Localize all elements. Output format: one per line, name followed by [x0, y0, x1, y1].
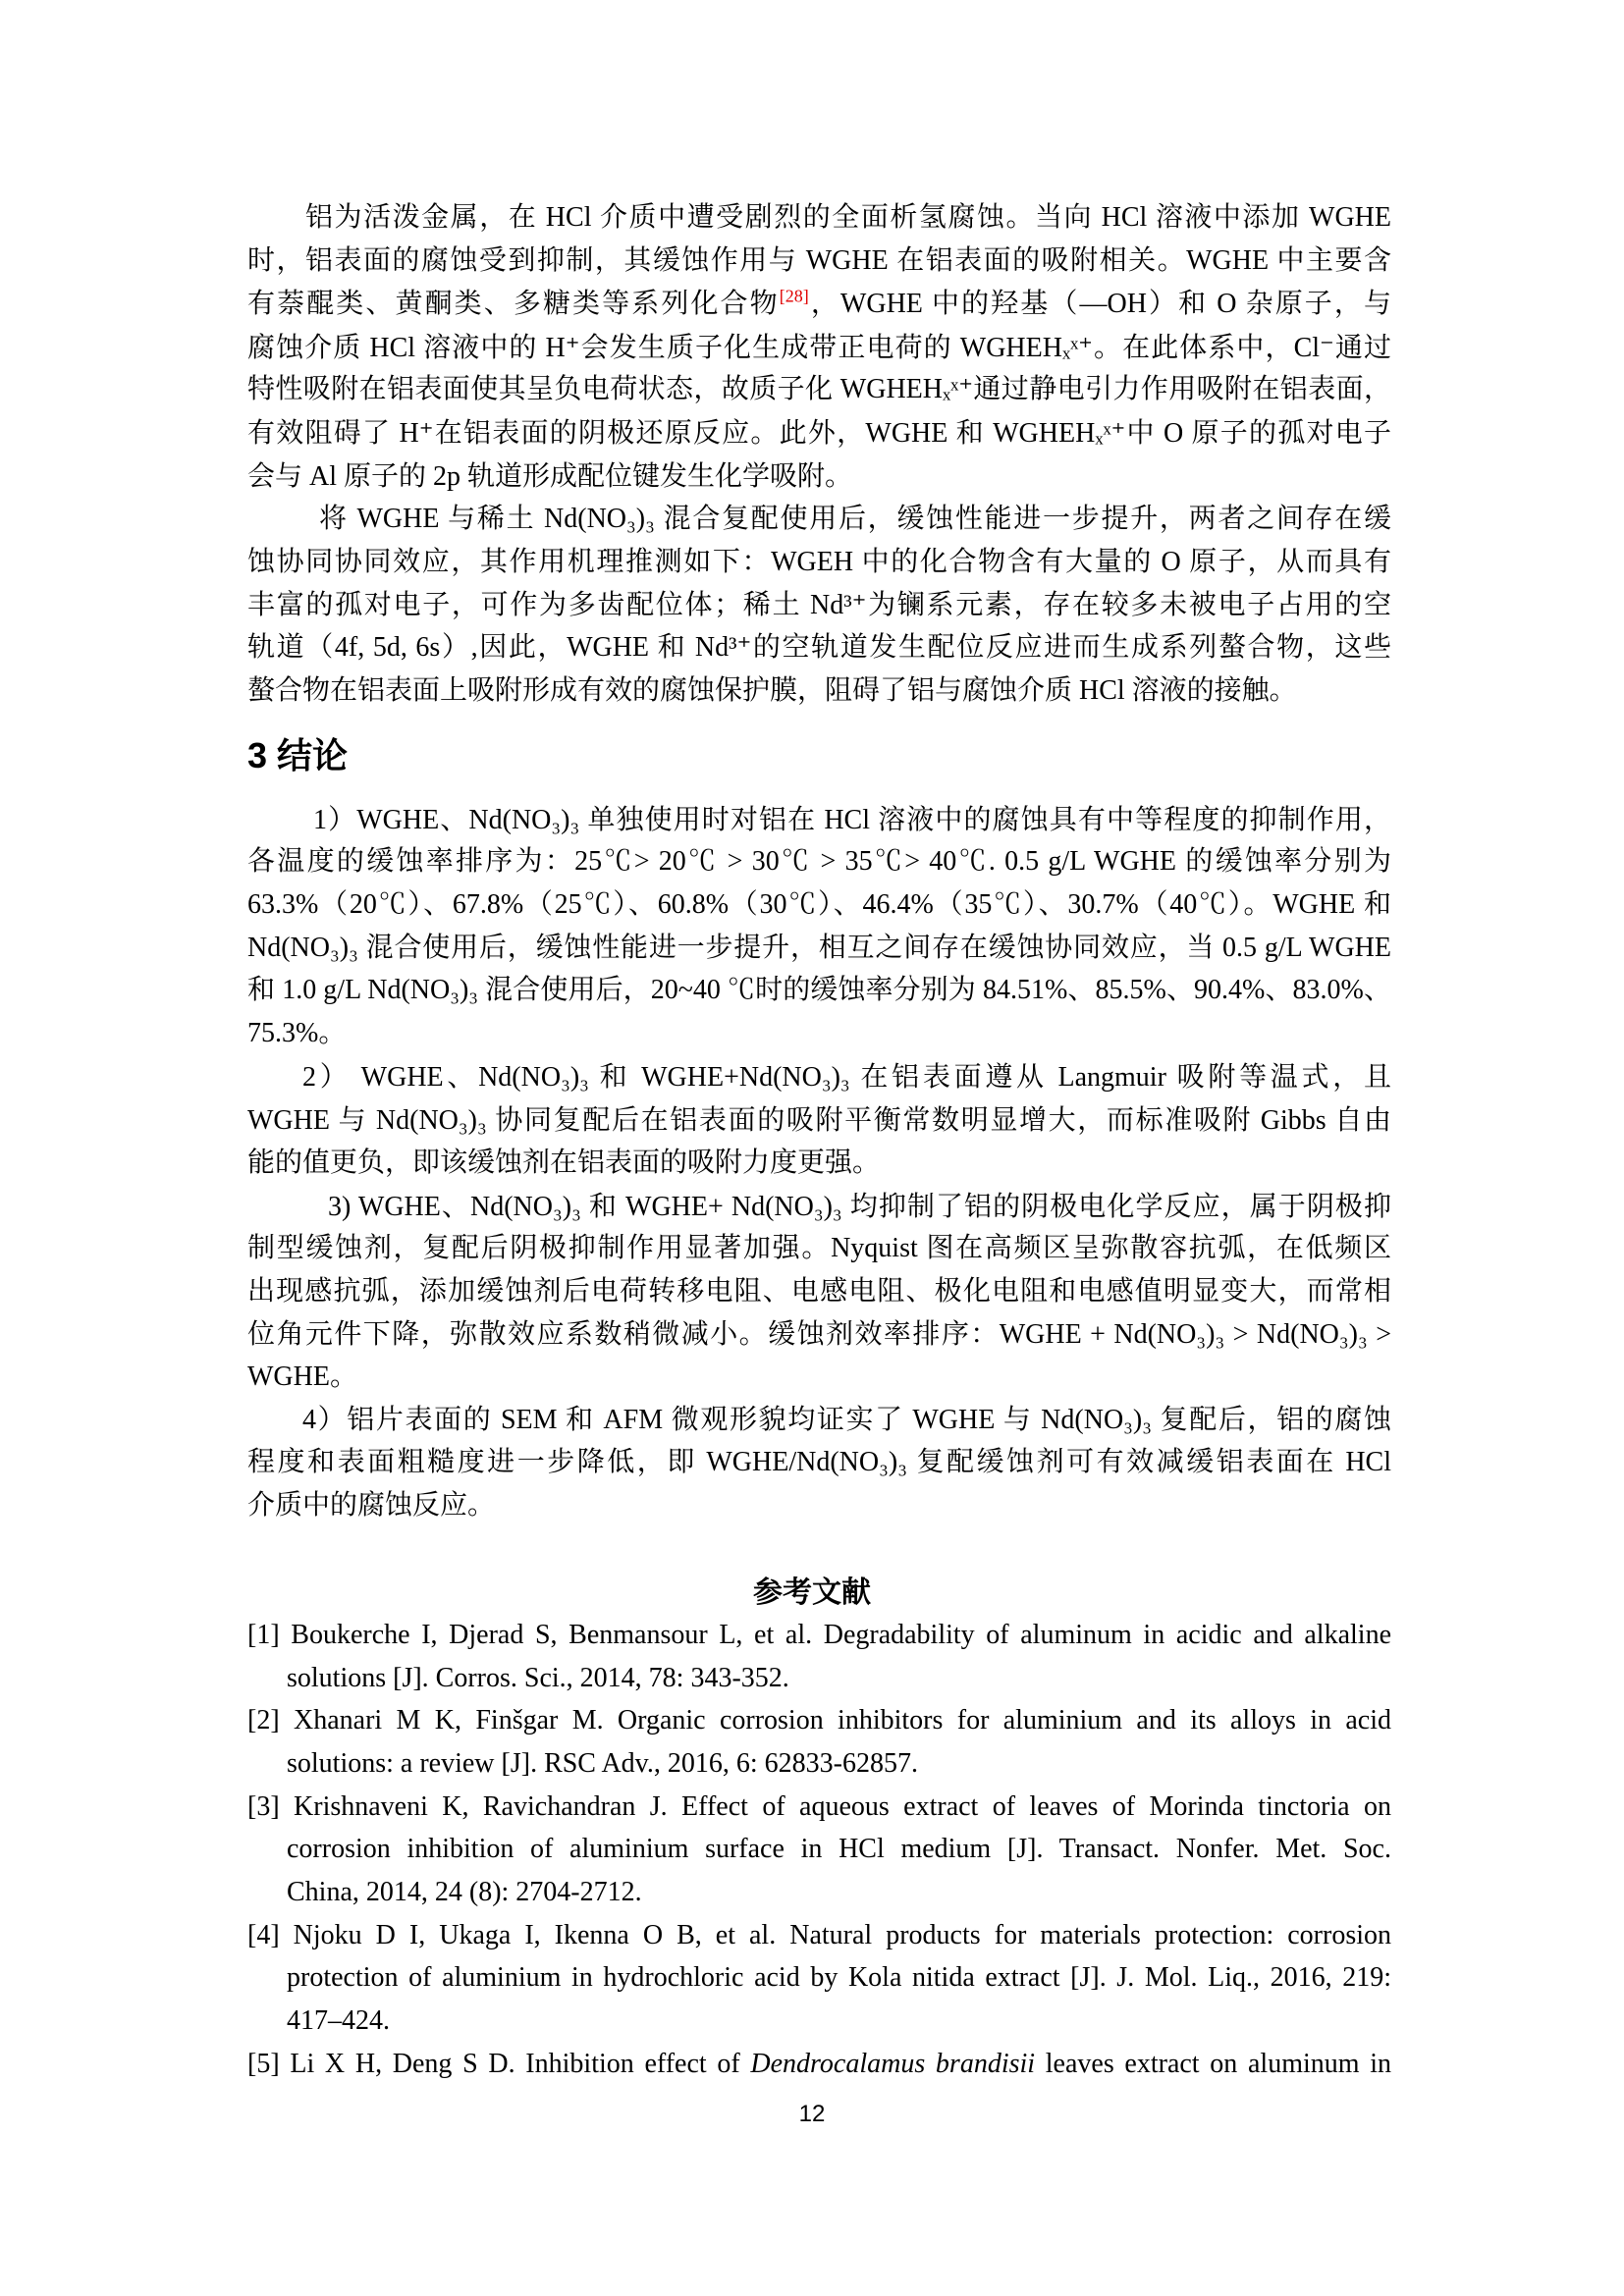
conclusion-line: 63.3%（20℃）、67.8%（25℃）、60.8%（30℃）、46.4%（35℃）、30.7%（40℃）。WGHE 和: [247, 889, 1391, 920]
reference-item: [4] Njoku D I, Ukaga I, Ikenna O B, et al. Natural products for materials protection: corrosion: [247, 1920, 1391, 1950]
body-line: 特性吸附在铝表面使其呈负电荷状态，故质子化 WGHEHₓˣ⁺通过静电引力作用吸附在铝表面，: [247, 374, 1391, 404]
body-line: 有效阻碍了 H⁺在铝表面的阴极还原反应。此外，WGHE 和 WGHEHₓˣ⁺中 O 原子的孤对电子: [247, 418, 1391, 449]
text-segment: ，WGHE 中的羟基（—OH）和 O 杂原子，与: [808, 289, 1391, 319]
section-heading: 3 结论: [247, 735, 349, 775]
conclusion-line: 程度和表面粗糙度进一步降低，即 WGHE/Nd(NO₃)₃ 复配缓蚀剂可有效减缓铝表面在 HCl: [247, 1447, 1391, 1477]
body-line: 腐蚀介质 HCl 溶液中的 H⁺会发生质子化生成带正电荷的 WGHEHₓˣ⁺。在此体系中，Cl⁻通过: [247, 333, 1391, 363]
reference-item: [2] Xhanari M K, Finšgar M. Organic corrosion inhibitors for aluminium and its alloys in acid: [247, 1705, 1391, 1735]
conclusion-line: 1）WGHE、Nd(NO₃)₃ 单独使用时对铝在 HCl 溶液中的腐蚀具有中等程度的抑制作用，: [313, 805, 1391, 835]
citation-link[interactable]: [28]: [779, 286, 809, 306]
conclusion-line: 75.3%。: [247, 1018, 347, 1048]
reference-item: [3] Krishnaveni K, Ravichandran J. Effect of aqueous extract of leaves of Morinda tinctoria on: [247, 1791, 1391, 1822]
body-line: 铝为活泼金属，在 HCl 介质中遭受剧烈的全面析氢腐蚀。当向 HCl 溶液中添加 WGHE: [305, 202, 1391, 233]
text-segment: 有萘醌类、黄酮类、多糖类等系列化合物: [247, 289, 780, 319]
reference-item: 417–424.: [287, 2005, 390, 2036]
reference-item: [247, 2045, 1391, 2084]
reference-item: protection of aluminium in hydrochloric acid by Kola nitida extract [J]. J. Mol. Liq., 2016, 219:: [287, 1962, 1391, 1993]
reference-item: China, 2014, 24 (8): 2704-2712.: [287, 1877, 642, 1907]
conclusion-line: 2） WGHE、Nd(NO₃)₃ 和 WGHE+Nd(NO₃)₃ 在铝表面遵从 Langmuir 吸附等温式，且: [302, 1062, 1391, 1093]
conclusion-line: 和 1.0 g/L Nd(NO₃)₃ 混合使用后，20~40 ℃时的缓蚀率分别为 84.51%、85.5%、90.4%、83.0%、: [247, 975, 1391, 1005]
conclusion-line: Nd(NO₃)₃ 混合使用后，缓蚀性能进一步提升，相互之间存在缓蚀协同效应，当 0.5 g/L WGHE: [247, 933, 1391, 963]
conclusion-line: 位角元件下降，弥散效应系数稍微减小。缓蚀剂效率排序：WGHE + Nd(NO₃)₃ > Nd(NO₃)₃ >: [247, 1319, 1391, 1350]
text-segment: [5] Li X H, Deng S D. Inhibition effect of: [247, 2049, 751, 2079]
reference-item: corrosion inhibition of aluminium surface in HCl medium [J]. Transact. Nonfer. Met. Soc.: [287, 1834, 1391, 1864]
body-line: [247, 285, 1391, 324]
references-heading: 参考文献: [753, 1576, 871, 1609]
body-line: 会与 Al 原子的 2p 轨道形成配位键发生化学吸附。: [247, 461, 853, 492]
body-line: 蚀协同协同效应，其作用机理推测如下：WGEH 中的化合物含有大量的 O 原子，从而具有: [247, 547, 1391, 577]
conclusion-line: 能的值更负，即该缓蚀剂在铝表面的吸附力度更强。: [247, 1148, 881, 1178]
body-line: 螯合物在铝表面上吸附形成有效的腐蚀保护膜，阻碍了铝与腐蚀介质 HCl 溶液的接触。: [247, 675, 1297, 706]
conclusion-line: 介质中的腐蚀反应。: [247, 1490, 496, 1521]
conclusion-line: WGHE 与 Nd(NO₃)₃ 协同复配后在铝表面的吸附平衡常数明显增大，而标准吸附 Gibbs 自由: [247, 1105, 1391, 1136]
conclusion-line: 3) WGHE、Nd(NO₃)₃ 和 WGHE+ Nd(NO₃)₃ 均抑制了铝的阴极电化学反应，属于阴极抑: [328, 1192, 1391, 1222]
body-line: 轨道（4f, 5d, 6s）,因此，WGHE 和 Nd³⁺的空轨道发生配位反应进而生成系列螯合物，这些: [247, 632, 1391, 663]
page-number: 12: [798, 2101, 826, 2127]
conclusion-line: 4）铝片表面的 SEM 和 AFM 微观形貌均证实了 WGHE 与 Nd(NO₃)₃ 复配后，铝的腐蚀: [302, 1405, 1391, 1435]
reference-item: solutions [J]. Corros. Sci., 2014, 78: 343-352.: [287, 1663, 789, 1693]
reference-item: [1] Boukerche I, Djerad S, Benmansour L, et al. Degradability of aluminum in acidic and alkaline: [247, 1620, 1391, 1650]
conclusion-line: 各温度的缓蚀率排序为：25℃> 20℃ > 30℃ > 35℃> 40℃. 0.5 g/L WGHE 的缓蚀率分别为: [247, 846, 1391, 877]
body-line: 将 WGHE 与稀土 Nd(NO₃)₃ 混合复配使用后，缓蚀性能进一步提升，两者之间存在缓: [319, 504, 1391, 534]
body-line: 时，铝表面的腐蚀受到抑制，其缓蚀作用与 WGHE 在铝表面的吸附相关。WGHE 中主要含: [247, 245, 1391, 276]
conclusion-line: 出现感抗弧，添加缓蚀剂后电荷转移电阻、电感电阻、极化电阻和电感值明显变大，而常相: [247, 1276, 1391, 1307]
conclusion-line: 制型缓蚀剂，复配后阴极抑制作用显著加强。Nyquist 图在高频区呈弥散容抗弧，在低频区: [247, 1233, 1391, 1263]
species-name: Dendrocalamus brandisii: [750, 2049, 1036, 2079]
text-segment: leaves extract on aluminum in: [1035, 2049, 1391, 2079]
body-line: 丰富的孤对电子，可作为多齿配位体；稀土 Nd³⁺为镧系元素，存在较多未被电子占用的空: [247, 590, 1391, 620]
conclusion-line: WGHE。: [247, 1362, 357, 1392]
reference-item: solutions: a review [J]. RSC Adv., 2016, 6: 62833-62857.: [287, 1748, 918, 1779]
